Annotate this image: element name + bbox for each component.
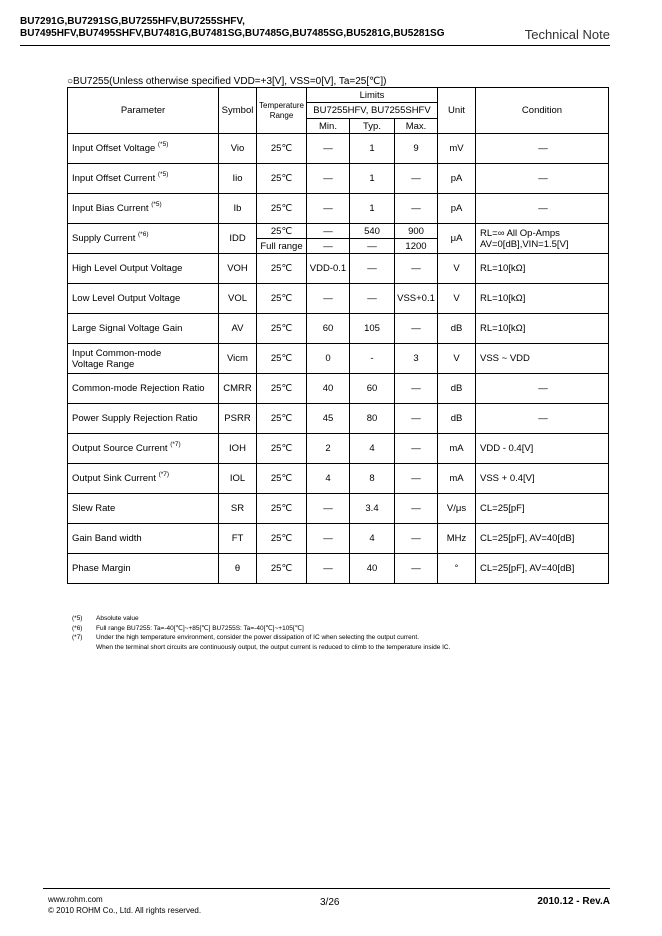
typ-cell: — <box>350 284 395 314</box>
unit-cell: MHz <box>438 524 476 554</box>
max-cell: — <box>395 524 438 554</box>
revision: 2010.12 - Rev.A <box>537 896 610 907</box>
condition-cell: CL=25[pF], AV=40[dB] <box>476 524 609 554</box>
table-row <box>68 284 609 314</box>
unit-cell: V <box>438 284 476 314</box>
typ-cell: 60 <box>350 374 395 404</box>
min-cell: — <box>307 224 350 239</box>
min-cell: VDD-0.1 <box>307 254 350 284</box>
unit-cell: μA <box>438 224 476 254</box>
table-row <box>68 224 609 239</box>
min-cell: — <box>307 554 350 584</box>
unit-cell: V/μs <box>438 494 476 524</box>
min-cell: — <box>307 239 350 254</box>
table-row <box>68 344 609 374</box>
symbol-cell: FT <box>219 524 257 554</box>
header-limits: Limits <box>307 88 438 103</box>
unit-cell: dB <box>438 374 476 404</box>
temp-cell: 25℃ <box>257 524 307 554</box>
condition-cell: RL=10[kΩ] <box>476 284 609 314</box>
symbol-cell: Ib <box>219 194 257 224</box>
table-row <box>68 554 609 584</box>
footer-divider <box>43 888 610 889</box>
header-min: Min. <box>307 119 350 134</box>
footnote: (*7) Under the high temperature environment, consider the power dissipation of IC when selecting the output current. <box>72 634 420 641</box>
temp-cell: 25℃ <box>257 374 307 404</box>
symbol-cell: AV <box>219 314 257 344</box>
table-row <box>68 164 609 194</box>
header-typ: Typ. <box>350 119 395 134</box>
min-cell: 2 <box>307 434 350 464</box>
min-cell: — <box>307 494 350 524</box>
temp-cell: 25℃ <box>257 464 307 494</box>
param-cell: Large Signal Voltage Gain <box>68 314 219 344</box>
unit-cell: dB <box>438 314 476 344</box>
param-cell: Slew Rate <box>68 494 219 524</box>
max-cell: — <box>395 194 438 224</box>
typ-cell: 40 <box>350 554 395 584</box>
max-cell: — <box>395 464 438 494</box>
min-cell: 45 <box>307 404 350 434</box>
max-cell: — <box>395 494 438 524</box>
table-row <box>68 194 609 224</box>
param-cell: Phase Margin <box>68 554 219 584</box>
table-row <box>68 314 609 344</box>
min-cell: 4 <box>307 464 350 494</box>
symbol-cell: θ <box>219 554 257 584</box>
max-cell: — <box>395 164 438 194</box>
param-cell: Output Sink Current $^{(*7)}$ <box>68 464 219 494</box>
min-cell: — <box>307 284 350 314</box>
symbol-cell: IOL <box>219 464 257 494</box>
typ-cell: 3.4 <box>350 494 395 524</box>
footnotes <box>72 614 450 652</box>
symbol-cell: PSRR <box>219 404 257 434</box>
unit-cell: mA <box>438 464 476 494</box>
min-cell: — <box>307 194 350 224</box>
unit-cell: V <box>438 344 476 374</box>
table-row <box>68 494 609 524</box>
table-row <box>68 254 609 284</box>
min-cell: — <box>307 164 350 194</box>
condition-cell: VDD - 0.4[V] <box>476 434 609 464</box>
param-cell: Output Source Current $^{(*7)}$ <box>68 434 219 464</box>
unit-cell: pA <box>438 194 476 224</box>
typ-cell: 8 <box>350 464 395 494</box>
electrical-characteristics-table <box>67 87 609 584</box>
symbol-cell: SR <box>219 494 257 524</box>
header-part-name: BU7255HFV, BU7255SHFV <box>307 103 438 119</box>
max-cell: — <box>395 434 438 464</box>
typ-cell: - <box>350 344 395 374</box>
typ-cell: 540 <box>350 224 395 239</box>
unit-cell: ° <box>438 554 476 584</box>
condition-cell: — <box>476 404 609 434</box>
header-temperature-range: Temperature Range <box>257 88 307 134</box>
typ-cell: 4 <box>350 524 395 554</box>
condition-cell: RL=10[kΩ] <box>476 254 609 284</box>
document-type: Technical Note <box>524 27 610 42</box>
footnote: (*6) Full range BU7255: Ta=-40[℃]~+85[℃] BU7255S: Ta=-40[℃]~+105[℃] <box>72 624 304 632</box>
temp-cell: 25℃ <box>257 284 307 314</box>
temp-cell: 25℃ <box>257 404 307 434</box>
header-max: Max. <box>395 119 438 134</box>
header-condition: Condition <box>476 88 609 134</box>
unit-cell: dB <box>438 404 476 434</box>
footnote-continuation: When the terminal short circuits are continuously output, the output current is reduced to climb to the temperature inside IC. <box>96 643 451 651</box>
max-cell: 1200 <box>395 239 438 254</box>
header-unit: Unit <box>438 88 476 134</box>
param-cell: Input Offset Current $^{(*5)}$ <box>68 164 219 194</box>
param-cell: Power Supply Rejection Ratio <box>68 404 219 434</box>
temp-cell: 25℃ <box>257 314 307 344</box>
website-link[interactable]: www.rohm.com <box>48 895 103 904</box>
symbol-cell: Iio <box>219 164 257 194</box>
symbol-cell: Vicm <box>219 344 257 374</box>
unit-cell: mA <box>438 434 476 464</box>
table-row <box>68 524 609 554</box>
temp-cell: 25℃ <box>257 494 307 524</box>
part-numbers-line1: BU7291G,BU7291SG,BU7255HFV,BU7255SHFV, <box>20 16 245 27</box>
part-numbers-line2: BU7495HFV,BU7495SHFV,BU7481G,BU7481SG,BU7485G,BU7485SG,BU5281G,BU5281SG <box>20 28 445 39</box>
header-parameter: Parameter <box>68 88 219 134</box>
condition-cell: CL=25[pF], AV=40[dB] <box>476 554 609 584</box>
table-row <box>68 404 609 434</box>
temp-cell: 25℃ <box>257 254 307 284</box>
condition-cell: VSS + 0.4[V] <box>476 464 609 494</box>
typ-cell: — <box>350 239 395 254</box>
condition-cell: — <box>476 134 609 164</box>
min-cell: — <box>307 134 350 164</box>
typ-cell: 105 <box>350 314 395 344</box>
condition-cell: VSS ~ VDD <box>476 344 609 374</box>
symbol-cell: IOH <box>219 434 257 464</box>
max-cell: — <box>395 314 438 344</box>
param-cell: Gain Band width <box>68 524 219 554</box>
temp-cell: 25℃ <box>257 554 307 584</box>
param-cell: Common-mode Rejection Ratio <box>68 374 219 404</box>
temp-cell: 25℃ <box>257 134 307 164</box>
temp-cell: 25℃ <box>257 194 307 224</box>
typ-cell: — <box>350 254 395 284</box>
temp-cell: 25℃ <box>257 164 307 194</box>
typ-cell: 1 <box>350 164 395 194</box>
param-cell: Input Bias Current $^{(*5)}$ <box>68 194 219 224</box>
header-symbol: Symbol <box>219 88 257 134</box>
symbol-cell: VOL <box>219 284 257 314</box>
symbol-cell: IDD <box>219 224 257 254</box>
min-cell: 40 <box>307 374 350 404</box>
table-caption: ○BU7255(Unless otherwise specified VDD=+3[V], VSS=0[V], Ta=25[℃]) <box>67 76 387 87</box>
max-cell: — <box>395 404 438 434</box>
condition-cell: CL=25[pF] <box>476 494 609 524</box>
table-row <box>68 134 609 164</box>
table-row <box>68 374 609 404</box>
symbol-cell: Vio <box>219 134 257 164</box>
typ-cell: 4 <box>350 434 395 464</box>
part-number-header <box>20 16 444 40</box>
temp-cell: 25℃ <box>257 434 307 464</box>
max-cell: — <box>395 374 438 404</box>
typ-cell: 1 <box>350 194 395 224</box>
min-cell: 0 <box>307 344 350 374</box>
max-cell: 900 <box>395 224 438 239</box>
condition-cell: — <box>476 164 609 194</box>
footnote: (*5) Absolute value <box>72 615 139 622</box>
temp-cell: 25℃ <box>257 224 307 239</box>
condition-cell: RL=∞ All Op-Amps AV=0[dB],VIN=1.5[V] <box>476 224 609 254</box>
condition-cell: — <box>476 194 609 224</box>
typ-cell: 1 <box>350 134 395 164</box>
max-cell: 3 <box>395 344 438 374</box>
max-cell: VSS+0.1 <box>395 284 438 314</box>
header-divider <box>20 45 610 46</box>
param-cell: High Level Output Voltage <box>68 254 219 284</box>
copyright: © 2010 ROHM Co., Ltd. All rights reserved. <box>48 906 202 915</box>
unit-cell: pA <box>438 164 476 194</box>
max-cell: — <box>395 254 438 284</box>
page-number: 3/26 <box>320 897 340 908</box>
typ-cell: 80 <box>350 404 395 434</box>
min-cell: 60 <box>307 314 350 344</box>
symbol-cell: CMRR <box>219 374 257 404</box>
table-row <box>68 464 609 494</box>
max-cell: — <box>395 554 438 584</box>
param-cell: Supply Current $^{(*6)}$ <box>68 224 219 254</box>
temp-cell: 25℃ <box>257 344 307 374</box>
param-cell: Input Common-mode Voltage Range <box>68 344 219 374</box>
min-cell: — <box>307 524 350 554</box>
unit-cell: V <box>438 254 476 284</box>
symbol-cell: VOH <box>219 254 257 284</box>
condition-cell: RL=10[kΩ] <box>476 314 609 344</box>
max-cell: 9 <box>395 134 438 164</box>
param-cell: Input Offset Voltage $^{(*5)}$ <box>68 134 219 164</box>
footer-info <box>48 894 201 916</box>
condition-cell: — <box>476 374 609 404</box>
table-row <box>68 434 609 464</box>
param-cell: Low Level Output Voltage <box>68 284 219 314</box>
unit-cell: mV <box>438 134 476 164</box>
temp-cell: Full range <box>257 239 307 254</box>
